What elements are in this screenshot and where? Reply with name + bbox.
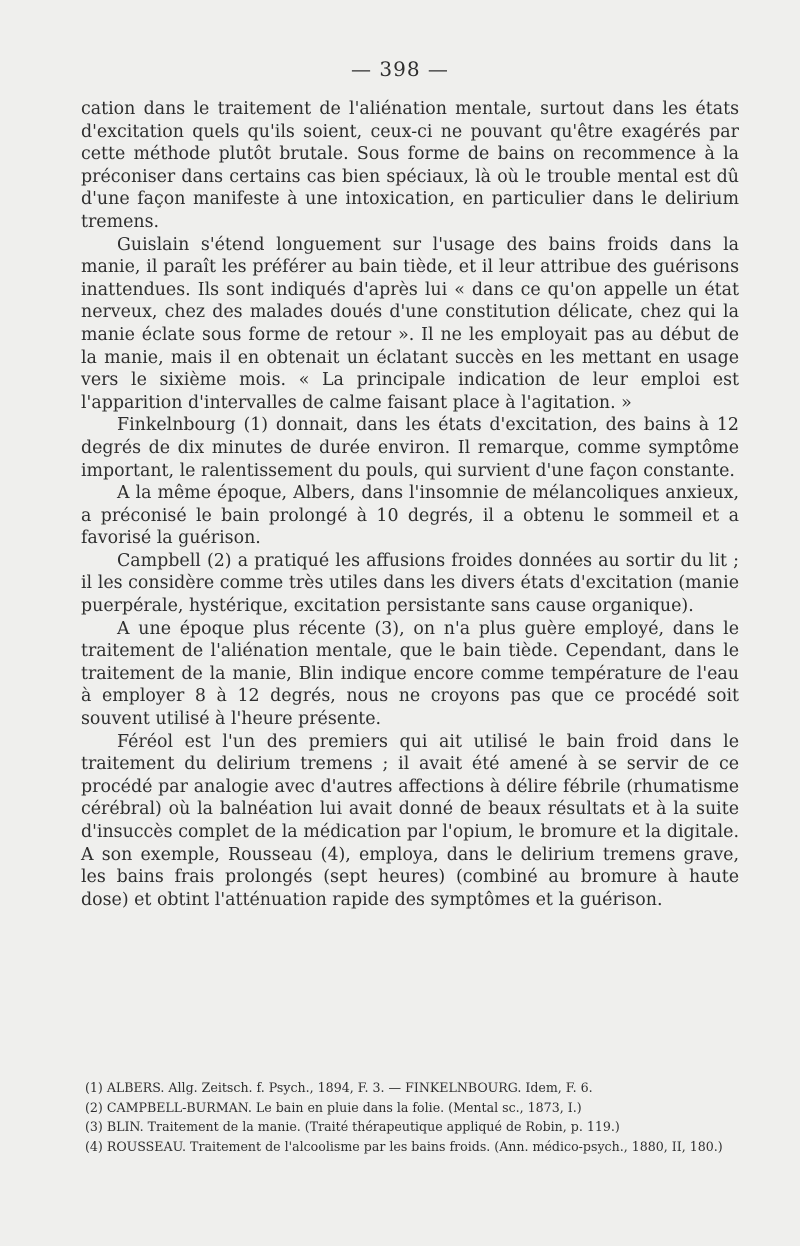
page-number: — 398 — bbox=[351, 57, 449, 81]
footnote: (3) BLIN. Traitement de la manie. (Traité thérapeutique appliqué de Robin, p. 119.) bbox=[85, 1119, 620, 1134]
paragraph: Féréol est l'un des premiers qui ait utilisé le bain froid dans le traitement du delirium tremens ; il avait été amené à se servir de ce procédé par analogie avec d'autres affections à délire fébrile (rhumatisme cérébral) où la balnéation lui avait donné de beaux résultats et à la suite d'insuccès complet de la médication par l'opium, le bromure et la digitale. A son exemple, Rousseau (4), employa, dans le delirium tremens grave, les bains frais prolongés (sept heures) (combiné au bromure à haute dose) et obtint l'atténuation rapide des symptômes et la guérison. bbox=[81, 731, 739, 910]
main-text bbox=[81, 98, 739, 911]
paragraph: A la même époque, Albers, dans l'insomnie de mélancoliques anxieux, a préconisé le bain prolongé à 10 degrés, il a obtenu le sommeil et a favorisé la guérison. bbox=[81, 483, 739, 549]
paragraph: A une époque plus récente (3), on n'a plus guère employé, dans le traitement de l'aliénation mentale, que le bain tiède. Cependant, dans le traitement de la manie, Blin indique encore comme température de l'eau à employer 8 à 12 degrés, nous ne croyons pas que ce procédé soit souvent utilisé à l'heure présente. bbox=[81, 618, 739, 730]
paragraph: Campbell (2) a pratiqué les affusions froides données au sortir du lit ; il les considère comme très utiles dans les divers états d'excitation (manie puerpérale, hystérique, excitation persistante sans cause organique). bbox=[81, 550, 739, 617]
footnotes bbox=[81, 1078, 741, 1156]
footnote: (2) CAMPBELL-BURMAN. Le bain en pluie dans la folie. (Mental sc., 1873, I.) bbox=[85, 1099, 582, 1115]
paragraph: Finkelnbourg (1) donnait, dans les états d'excitation, des bains à 12 degrés de dix minutes de durée environ. Il remarque, comme symptôme important, le ralentissement du pouls, qui survient d'une façon constante. bbox=[81, 415, 739, 481]
paragraph: Guislain s'étend longuement sur l'usage des bains froids dans la manie, il paraît les préférer au bain tiède, et il leur attribue des guérisons inattendues. Ils sont indiqués d'après lui « dans ce qu'on appelle un état nerveux, chez des malades doués d'une constitution délicate, chez qui la manie éclate sous forme de retour ». Il ne les employait pas au début de la manie, mais il en obtenait un éclatant succès en les mettant en usage vers le sixième mois. « La principale indication de leur emploi est l'apparition d'intervalles de calme faisant place à l'agitation. » bbox=[81, 234, 739, 413]
paragraph: cation dans le traitement de l'aliénation mentale, surtout dans les états d'excitation quels qu'ils soient, ceux-ci ne pouvant qu'être exagérés par cette méthode plutôt brutale. Sous forme de bains on recommence à la préconiser dans certains cas bien spéciaux, là où le trouble mental est dû d'une façon manifeste à une intoxication, en particulier dans le delirium tremens. bbox=[81, 99, 739, 232]
footnote: (1) ALBERS. Allg. Zeitsch. f. Psych., 1894, F. 3. — FINKELNBOURG. Idem, F. 6. bbox=[85, 1080, 593, 1095]
footnote: (4) ROUSSEAU. Traitement de l'alcoolisme par les bains froids. (Ann. médico-psych., 1880, II, 180.) bbox=[85, 1138, 723, 1154]
